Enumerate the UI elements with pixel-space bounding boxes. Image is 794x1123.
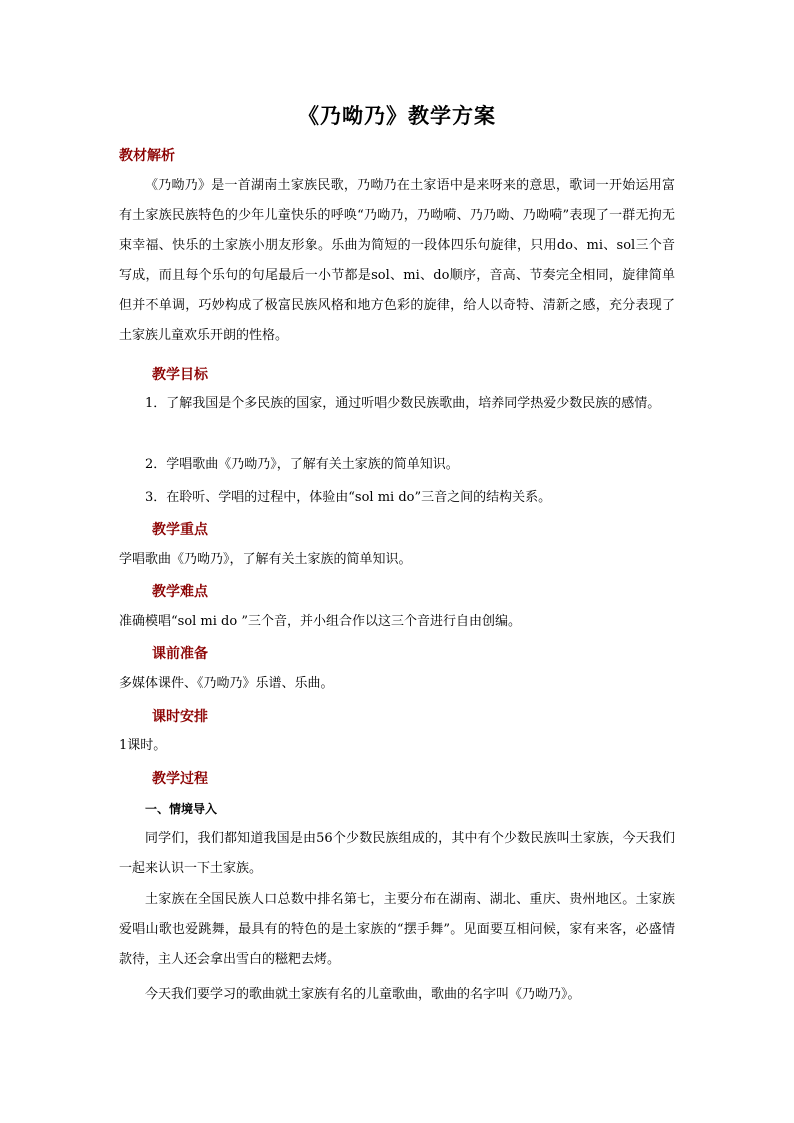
process-paragraph-2: 土家族在全国民族人口总数中排名第七，主要分布在湖南、湖北、重庆、贵州地区。土家族爱唱山歌也爱跳舞，最具有的特色的是土家族的“摆手舞”。见面要互相问候，家有来客，必盛情款待，主人还会拿出雪白的糍粑去烤。: [119, 892, 675, 967]
key-text: 学唱歌曲《乃呦乃》，了解有关土家族的简单知识。: [119, 552, 412, 567]
analysis-paragraph: 《乃呦乃》是一首湖南土家族民歌，乃呦乃在土家语中是来呀来的意思，歌词一开始运用富有土家族民族特色的少年儿童快乐的呼唤“乃呦乃，乃呦嗬、乃乃呦、乃呦嗬”表现了一群无拘无束幸福、快乐的土家族小朋友形象。乐曲为简短的一段体四乐句旋律，只用do、mi、sol三个音写成，而且每个乐句的句尾最后一小节都是sol、mi、do顺序，音高、节奏完全相同，旋律简单但并不单调，巧妙构成了极富民族风格和地方色彩的旋律，给人以奇特、清新之感，充分表现了土家族儿童欢乐开朗的性格。: [119, 178, 675, 343]
document-title: 《乃呦乃》教学方案: [298, 104, 496, 128]
heading-key: 教学重点: [152, 522, 208, 538]
heading-process: 教学过程: [152, 771, 208, 787]
goal-item-2: 2．学唱歌曲《乃呦乃》，了解有关土家族的简单知识。: [145, 457, 459, 472]
prep-text: 多媒体课件、《乃呦乃》乐谱、乐曲。: [119, 676, 334, 691]
process-paragraph-3: 今天我们要学习的歌曲就土家族有名的儿童歌曲，歌曲的名字叫《乃呦乃》。: [145, 987, 581, 1002]
heading-prep: 课前准备: [152, 646, 208, 662]
difficulty-text: 准确模唱“sol mi do ”三个音，并小组合作以这三个音进行自由创编。: [119, 614, 521, 629]
goal-item-3: 3．在聆听、学唱的过程中，体验由“sol mi do”三音之间的结构关系。: [145, 490, 552, 505]
heading-goals: 教学目标: [152, 367, 208, 383]
heading-schedule: 课时安排: [152, 709, 208, 725]
goal-item-1: 1．了解我国是个多民族的国家，通过听唱少数民族歌曲，培养同学热爱少数民族的感情。: [145, 396, 661, 411]
heading-analysis: 教材解析: [119, 148, 175, 164]
heading-difficulty: 教学难点: [152, 584, 208, 600]
process-subheading: 一、情境导入: [145, 802, 218, 816]
schedule-text: 1课时。: [119, 738, 167, 753]
process-paragraph-1: 同学们，我们都知道我国是由56个少数民族组成的，其中有个少数民族叫土家族，今天我们一起来认识一下土家族。: [119, 831, 675, 876]
